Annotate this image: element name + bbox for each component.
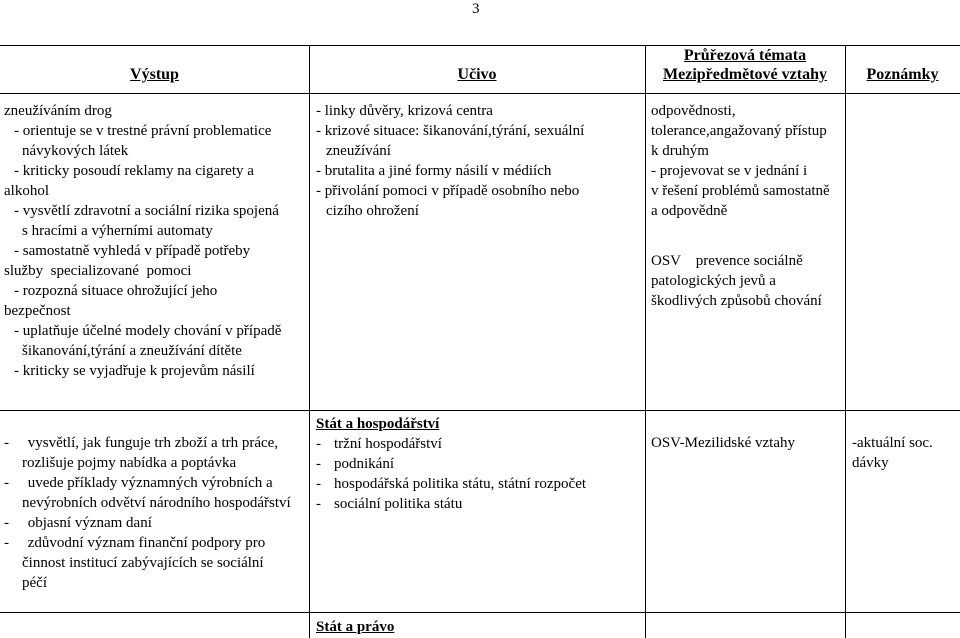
text-line: škodlivých způsobů chování <box>651 293 822 309</box>
col-divider-2 <box>645 45 646 638</box>
row2-prurezova <box>651 433 843 453</box>
text-line: nevýrobních odvětví národního hospodářství <box>22 495 291 511</box>
text-line: návykových látek <box>22 143 129 159</box>
text-line: - kriticky se vyjadřuje k projevům násilí <box>14 363 255 379</box>
text-line: šikanování,týrání a zneužívání dítěte <box>22 343 242 359</box>
row2-bottom-border <box>0 612 960 613</box>
list-item <box>316 434 641 454</box>
list-item <box>316 494 641 514</box>
list-item <box>316 474 641 494</box>
text-line: bezpečnost <box>4 303 71 319</box>
dash: - <box>316 476 321 492</box>
col-divider-3 <box>845 45 846 638</box>
spacer <box>651 221 843 241</box>
row1-vystup <box>4 101 306 381</box>
text-line: - přivolání pomoci v případě osobního nebo <box>316 183 580 199</box>
text-line: zneužívání <box>326 143 391 159</box>
row2-vystup <box>4 433 308 593</box>
section-title: Stát a hospodářství <box>316 416 440 432</box>
text-line: k druhým <box>651 143 709 159</box>
text-line: - krizové situace: šikanování,týrání, sexuální <box>316 123 585 139</box>
header-bottom-border <box>0 93 960 94</box>
text-line: - uplatňuje účelné modely chování v případě <box>14 323 282 339</box>
section-title: Stát a právo <box>316 619 395 635</box>
text-line: - uvede příklady významných výrobních a <box>4 475 273 491</box>
col-divider-1 <box>309 45 310 638</box>
row1-ucivo <box>316 101 641 221</box>
text-line: - brutalita a jiné formy násilí v médiích <box>316 163 552 179</box>
text-line: patologických jevů a <box>651 273 776 289</box>
row1-bottom-border <box>0 410 960 411</box>
list-item-text: podnikání <box>334 456 394 472</box>
text-line: - rozpozná situace ohrožující jeho <box>14 283 218 299</box>
text-line: odpovědnosti, <box>651 103 736 119</box>
header-ucivo: Učivo <box>457 66 497 83</box>
header-poznamky: Poznámky <box>866 66 939 83</box>
row2-ucivo <box>316 414 641 514</box>
table-top-border <box>0 45 960 46</box>
text-line: rozlišuje pojmy nabídka a poptávka <box>22 455 237 471</box>
header-mezipredmetove-vztahy: Mezipředmětové vztahy <box>663 66 827 83</box>
dash: - <box>316 496 321 512</box>
text-line: - vysvětlí, jak funguje trh zboží a trh práce, <box>4 435 279 451</box>
text-line: cizího ohrožení <box>326 203 419 219</box>
row1-prurezova <box>651 101 843 311</box>
text-line: OSV prevence sociálně <box>651 253 803 269</box>
text-line: alkohol <box>4 183 49 199</box>
text-line: - projevovat se v jednání i <box>651 163 808 179</box>
list-item <box>316 454 641 474</box>
text-line: OSV-Mezilidské vztahy <box>651 435 796 451</box>
text-line: - linky důvěry, krizová centra <box>316 103 493 119</box>
text-line: - zdůvodní význam finanční podpory pro <box>4 535 266 551</box>
spacer <box>651 241 843 251</box>
text-line: zneužíváním drog <box>4 103 112 119</box>
text-line: a odpovědně <box>651 203 728 219</box>
text-line: tolerance,angažovaný přístup <box>651 123 827 139</box>
dash: - <box>316 456 321 472</box>
text-line: - kriticky posoudí reklamy na cigarety a <box>14 163 254 179</box>
list-item-text: hospodářská politika státu, státní rozpočet <box>334 476 587 492</box>
text-line: - objasní význam daní <box>4 515 152 531</box>
text-line: - orientuje se v trestné právní problematice <box>14 123 272 139</box>
text-line: péčí <box>22 575 47 591</box>
text-line: činnost institucí zabývajících se sociální <box>22 555 264 571</box>
dash: - <box>316 436 321 452</box>
text-line: služby specializované pomoci <box>4 263 192 279</box>
text-line: dávky <box>852 455 889 471</box>
row3-ucivo <box>316 617 641 637</box>
header-prurezova-temata: Průřezová témata <box>683 47 807 64</box>
header-vystup: Výstup <box>130 66 179 83</box>
text-line: -aktuální soc. <box>852 435 933 451</box>
list-item-text: tržní hospodářství <box>334 436 442 452</box>
text-line: - samostatně vyhledá v případě potřeby <box>14 243 251 259</box>
text-line: v řešení problémů samostatně <box>651 183 830 199</box>
text-line: - vysvětlí zdravotní a sociální rizika spojená <box>14 203 279 219</box>
row2-poznamky <box>852 433 958 473</box>
list-item-text: sociální politika státu <box>334 496 463 512</box>
page-number: 3 <box>472 1 480 17</box>
text-line: s hracími a výherními automaty <box>22 223 213 239</box>
